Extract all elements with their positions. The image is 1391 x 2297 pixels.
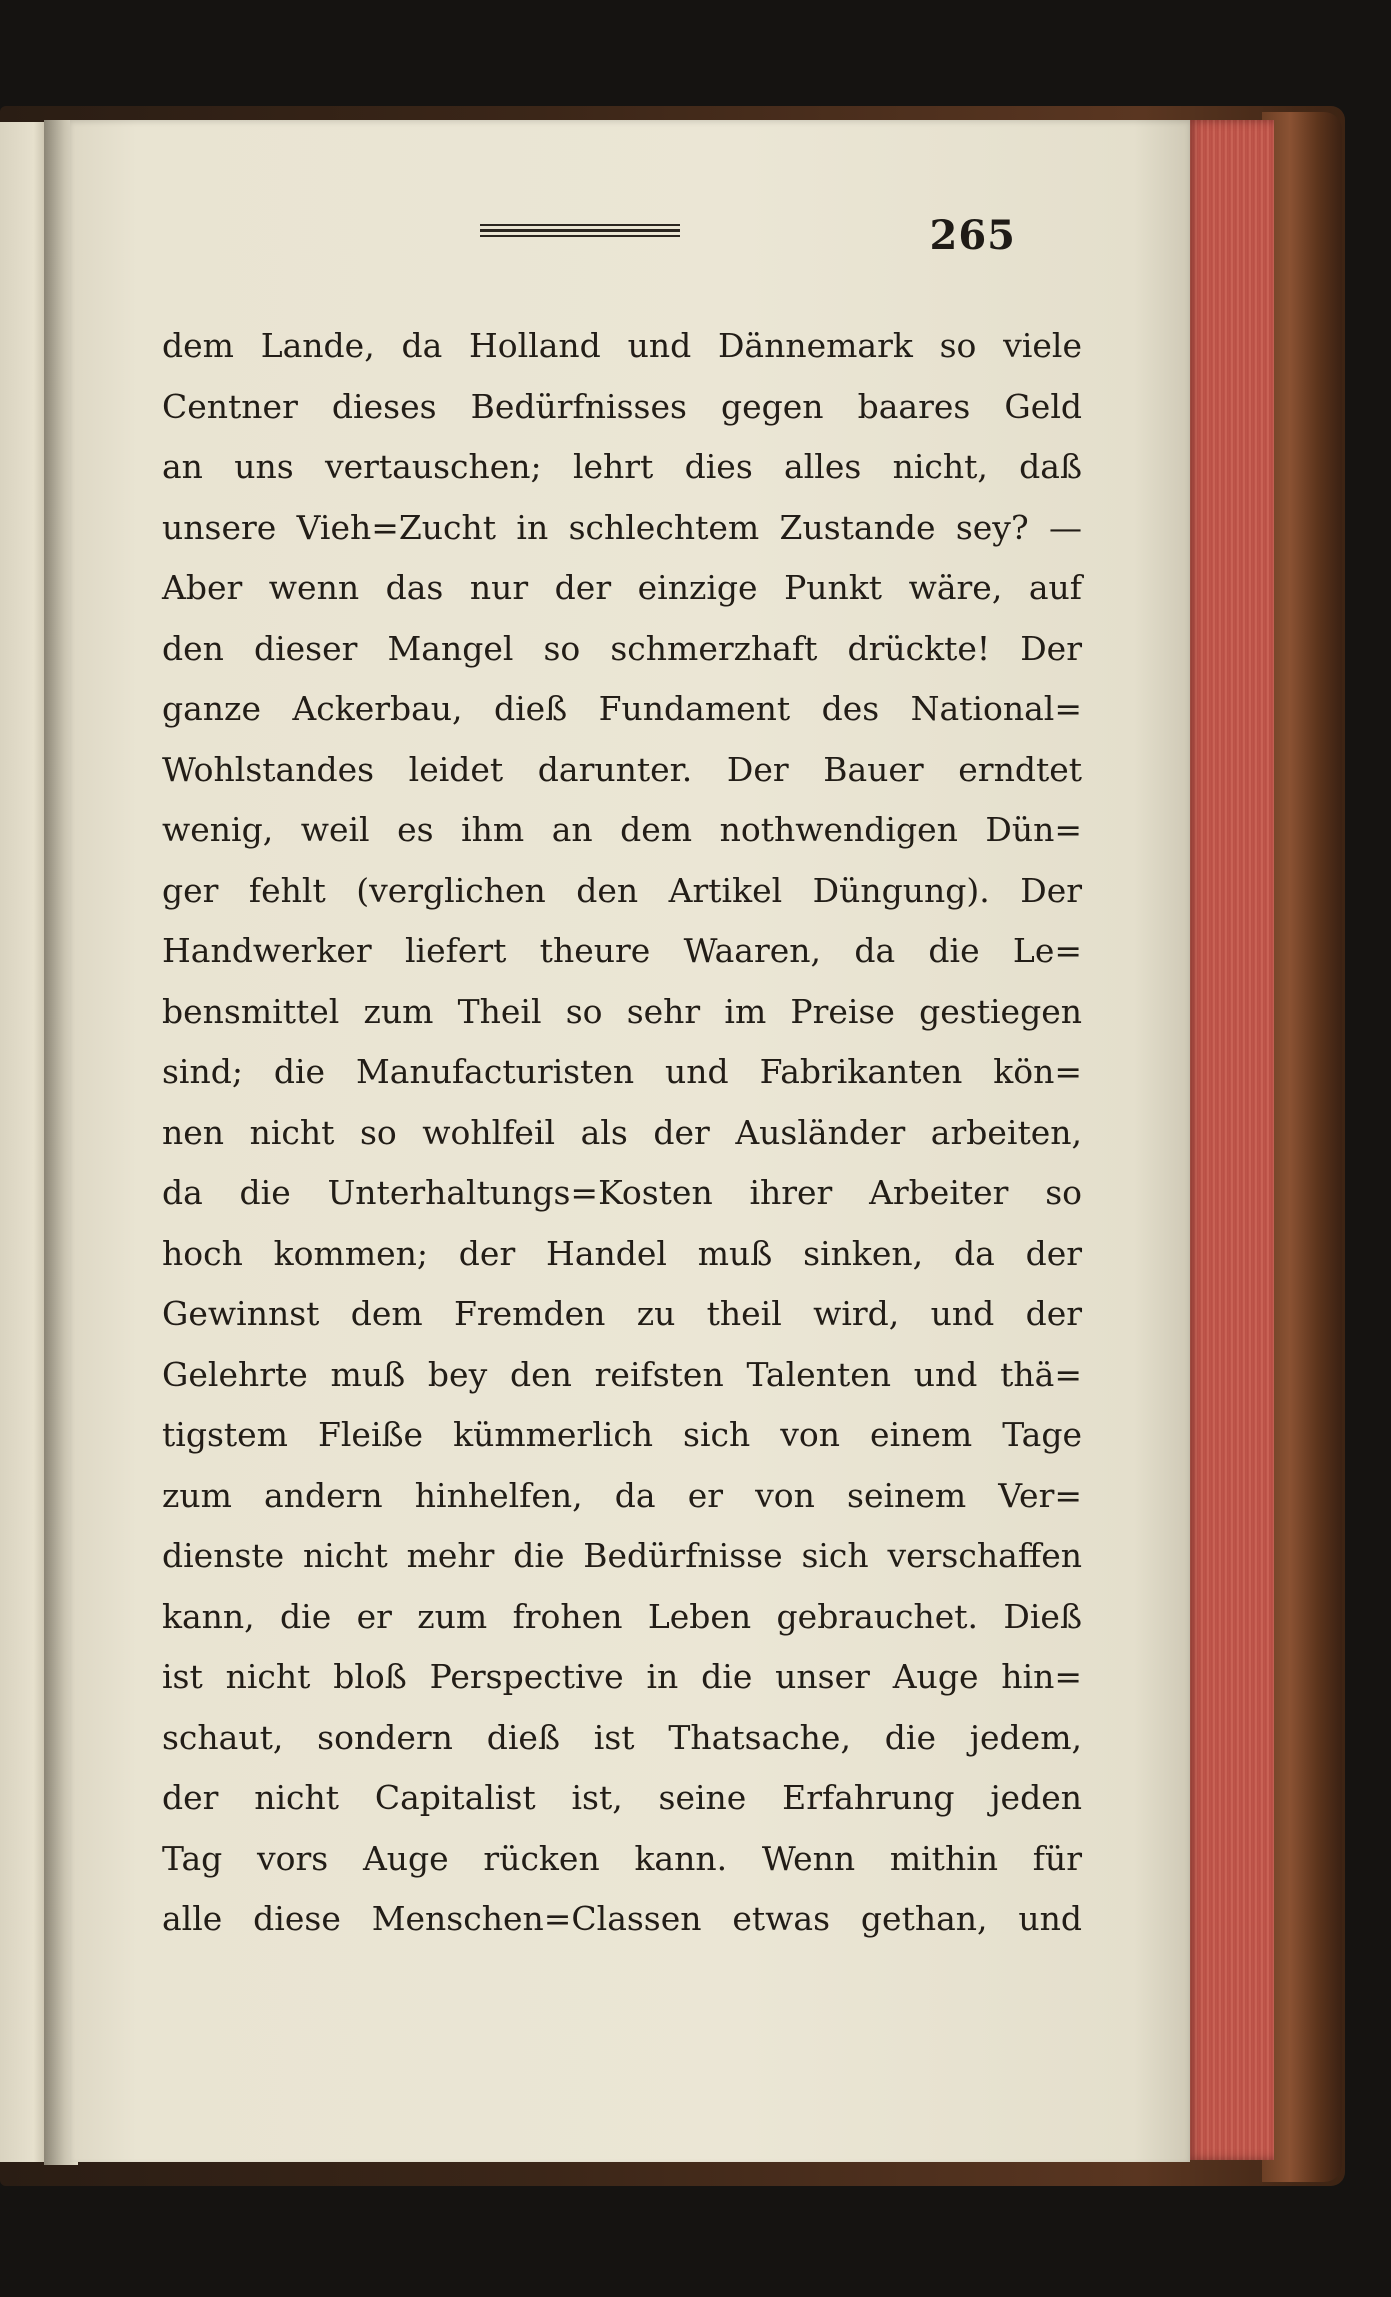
- text-line: bensmittel zum Theil so sehr im Preise gestiegen: [162, 991, 1082, 1031]
- text-line: Gelehrte muß bey den reifsten Talenten und thä=: [162, 1354, 1082, 1394]
- page-number: 265: [929, 212, 1016, 259]
- text-line: dem Lande, da Holland und Dännemark so viele: [162, 326, 1082, 365]
- text-line: schaut, sondern dieß ist Thatsache, die jedem,: [162, 1717, 1082, 1757]
- text-line: nen nicht so wohlfeil als der Ausländer arbeiten,: [162, 1112, 1082, 1152]
- text-line: Tag vors Auge rücken kann. Wenn mithin für: [162, 1838, 1082, 1878]
- text-line: ger fehlt (verglichen den Artikel Düngung). Der: [162, 870, 1082, 910]
- text-line: alle diese Menschen=Classen etwas gethan, und: [162, 1899, 1082, 1938]
- text-line: hoch kommen; der Handel muß sinken, da der: [162, 1233, 1082, 1273]
- text-line: da die Unterhaltungs=Kosten ihrer Arbeiter so: [162, 1173, 1082, 1212]
- text-line: dienste nicht mehr die Bedürfnisse sich verschaffen: [162, 1536, 1082, 1575]
- header-rule: [480, 224, 680, 238]
- body-text: [162, 316, 1082, 1950]
- text-line: ist nicht bloß Perspective in die unser Auge hin=: [162, 1657, 1082, 1696]
- text-line: Centner dieses Bedürfnisses gegen baares Geld: [162, 386, 1082, 426]
- book-page: [70, 120, 1190, 2162]
- text-line: Handwerker liefert theure Waaren, da die Le=: [162, 931, 1082, 970]
- book-cover-edge: [1262, 112, 1342, 2182]
- text-line: zum andern hinhelfen, da er von seinem Ver=: [162, 1475, 1082, 1515]
- text-line: den dieser Mangel so schmerzhaft drückte! Der: [162, 628, 1082, 668]
- text-line: sind; die Manufacturisten und Fabrikanten kön=: [162, 1052, 1082, 1091]
- text-line: ganze Ackerbau, dieß Fundament des National=: [162, 689, 1082, 728]
- text-line: Aber wenn das nur der einzige Punkt wäre, auf: [162, 568, 1082, 607]
- text-line: unsere Vieh=Zucht in schlechtem Zustande sey? —: [162, 507, 1082, 547]
- red-fore-edge: [1186, 120, 1274, 2160]
- text-line: Gewinnst dem Fremden zu theil wird, und der: [162, 1294, 1082, 1333]
- text-line: an uns vertauschen; lehrt dies alles nicht, daß: [162, 447, 1082, 486]
- facing-page: [0, 122, 48, 2162]
- text-line: der nicht Capitalist ist, seine Erfahrung jeden: [162, 1778, 1082, 1817]
- text-line: wenig, weil es ihm an dem nothwendigen Dün=: [162, 810, 1082, 849]
- text-line: kann, die er zum frohen Leben gebrauchet. Dieß: [162, 1596, 1082, 1636]
- text-line: Wohlstandes leidet darunter. Der Bauer erndtet: [162, 749, 1082, 789]
- text-line: tigstem Fleiße kümmerlich sich von einem Tage: [162, 1415, 1082, 1454]
